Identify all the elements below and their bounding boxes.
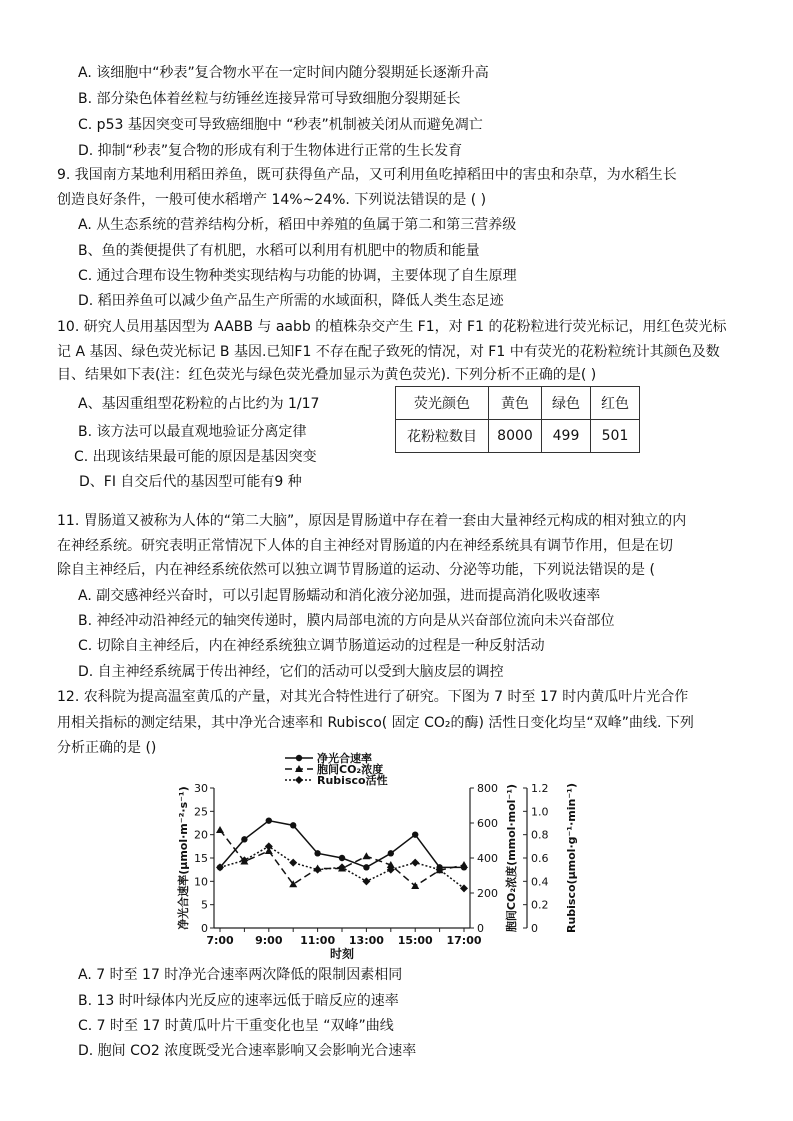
q12-stem-line3: 分析正确的是 ()	[57, 740, 157, 756]
q12-stem-line2: 用相关指标的测定结果，其中净光合速率和 Rubisco( 固定 CO₂的酶) 活性日变化均呈“双峰”曲线. 下列	[57, 715, 694, 731]
y-right-tick-label: 0.4	[531, 875, 549, 889]
q11-option-d: D. 自主神经系统属于传出神经，它们的活动可以受到大脑皮层的调控	[78, 664, 504, 680]
y-right-tick-label: 1.2	[531, 782, 549, 795]
x-tick-label: 17:00	[446, 934, 482, 947]
fluorescence-table	[395, 386, 640, 453]
table-row	[396, 420, 640, 453]
q12-option-a: A. 7 时至 17 时净光合速率两次降低的限制因素相同	[78, 967, 403, 983]
q11-stem-line2: 在神经系统。研究表明正常情况下人体的自主神经对胃肠道的内在神经系统具有调节作用，但是在切	[57, 538, 673, 554]
data-point	[216, 826, 224, 833]
q8-option-d: D. 抑制“秒表”复合物的形成有利于生物体进行正常的生长发育	[78, 143, 463, 159]
data-point	[362, 852, 370, 859]
data-point	[411, 859, 419, 867]
data-point	[412, 831, 418, 837]
data-point	[290, 822, 296, 828]
data-point	[363, 864, 369, 870]
data-point	[339, 855, 345, 861]
data-point	[289, 859, 297, 867]
legend-label: 净光合速率	[317, 752, 372, 765]
table-cell: 499	[542, 420, 591, 453]
q9-option-c: C. 通过合理布设生物种类实现结构与功能的协调，主要体现了自生原理	[78, 268, 517, 284]
q10-option-c: C. 出现该结果最可能的原因是基因突变	[74, 449, 317, 465]
q12-option-b: B. 13 时叶绿体内光反应的速率远低于暗反应的速率	[78, 993, 399, 1009]
q8-option-c: C. p53 基因突变可导致癌细胞中 “秒表”机制被关闭从而避免凋亡	[78, 117, 483, 133]
y-mid-tick-label: 400	[477, 852, 498, 865]
table-cell: 荧光颜色	[396, 387, 489, 420]
legend-marker	[296, 755, 302, 761]
q9-stem-line1: 9. 我国南方某地利用稻田养鱼，既可获得鱼产品，又可利用鱼吃掉稻田中的害虫和杂草，为水稻生长	[57, 167, 677, 183]
y-left-tick-label: 30	[194, 782, 208, 795]
legend-marker	[295, 776, 303, 784]
q8-option-b: B. 部分染色体着丝粒与纺锤丝连接异常可导致细胞分裂期延长	[78, 91, 461, 107]
q9-option-a: A. 从生态系统的营养结构分析，稻田中养殖的鱼属于第二和第三营养级	[78, 217, 517, 233]
y-right-tick-label: 1.0	[531, 805, 549, 819]
y-left-tick-label: 5	[201, 898, 208, 912]
y-mid-tick-label: 0	[477, 922, 484, 935]
data-point	[314, 866, 322, 874]
q9-option-b: B、鱼的粪便提供了有机肥，水稻可以利用有机肥中的物质和能量	[78, 243, 480, 259]
q10-option-b: B. 该方法可以最直观地验证分离定律	[78, 424, 307, 440]
y-mid-tick-label: 800	[477, 782, 498, 795]
table-cell: 红色	[591, 387, 640, 420]
q11-option-a: A. 副交感神经兴奋时，可以引起胃肠蠕动和消化液分泌加强，进而提高消化吸收速率	[78, 588, 601, 604]
data-point	[314, 850, 320, 856]
q9-stem-line2: 创造良好条件，一般可使水稻增产 14%~24%. 下列说法错误的是 ( )	[57, 192, 487, 208]
y-right-axis-label: Rubisco(μmol·g⁻¹·min⁻¹)	[565, 782, 578, 934]
x-tick-label: 11:00	[300, 934, 336, 947]
data-point	[241, 836, 247, 842]
y-left-axis-label: 净光合速率(μmol·m⁻²·s⁻¹)	[177, 786, 190, 930]
x-tick-label: 7:00	[206, 934, 234, 947]
y-right-tick-label: 0.8	[531, 828, 549, 842]
x-axis-label: 时刻	[329, 947, 355, 960]
table-cell: 花粉粒数目	[396, 420, 489, 453]
y-left-tick-label: 25	[194, 805, 208, 819]
q10-option-d: D、FI 自交后代的基因型可能有9 种	[79, 474, 302, 490]
y-mid-axis-label: 胞间CO₂浓度(mmol·mol⁻¹)	[505, 783, 518, 933]
q11-option-c: C. 切除自主神经后，内在神经系统独立调节肠道运动的过程是一种反射活动	[78, 638, 545, 654]
photosynthesis-line-chart	[175, 752, 595, 960]
data-point	[388, 850, 394, 856]
q10-stem-line1: 10. 研究人员用基因型为 AABB 与 aabb 的植株杂交产生 F1，对 F1 的花粉粒进行荧光标记，用红色荧光标	[57, 319, 727, 335]
legend-label: 胞间CO₂浓度	[317, 763, 384, 776]
y-right-tick-label: 0	[531, 922, 538, 935]
q11-stem-line3: 除自主神经后，内在神经系统依然可以独立调节胃肠道的运动、分泌等功能，下列说法错误的是 (	[57, 562, 655, 578]
y-left-tick-label: 0	[201, 922, 208, 935]
q10-stem-line2: 记 A 基因、绿色荧光标记 B 基因.已知F1 不存在配子致死的情况，对 F1 中有荧光的花粉粒统计其颜色及数	[57, 344, 720, 360]
data-point	[362, 877, 370, 885]
y-mid-tick-label: 600	[477, 817, 498, 830]
data-point	[265, 842, 273, 850]
data-point	[460, 861, 468, 868]
table-cell: 501	[591, 420, 640, 453]
q11-stem-line1: 11. 胃肠道又被称为人体的“第二大脑”，原因是胃肠道中存在着一套由大量神经元构成的相对独立的内	[57, 513, 687, 529]
y-right-tick-label: 0.2	[531, 898, 549, 912]
table-row	[396, 387, 640, 420]
table-cell: 绿色	[542, 387, 591, 420]
q10-stem-line3: 目、结果如下表(注：红色荧光与绿色荧光叠加显示为黄色荧光). 下列分析不正确的是( )	[57, 367, 597, 383]
q11-option-b: B. 神经冲动沿神经元的轴突传递时，膜内局部电流的方向是从兴奋部位流向未兴奋部位	[78, 613, 615, 629]
table-cell: 黄色	[489, 387, 542, 420]
table-cell: 8000	[489, 420, 542, 453]
q12-option-d: D. 胞间 CO2 浓度既受光合速率影响又会影响光合速率	[78, 1043, 417, 1059]
q12-stem-line1: 12. 农科院为提高温室黄瓜的产量，对其光合特性进行了研究。下图为 7 时至 17 时内黄瓜叶片光合作	[57, 689, 689, 705]
y-left-tick-label: 20	[194, 828, 208, 842]
q9-option-d: D. 稻田养鱼可以减少鱼产品生产所需的水域面积，降低人类生态足迹	[78, 293, 504, 309]
q10-option-a: A、基因重组型花粉粒的占比约为 1/17	[78, 396, 320, 412]
y-right-tick-label: 0.6	[531, 852, 549, 865]
data-point	[266, 817, 272, 823]
x-tick-label: 13:00	[348, 934, 384, 947]
x-tick-label: 9:00	[255, 934, 283, 947]
x-tick-label: 15:00	[397, 934, 433, 947]
legend-label: Rubisco活性	[317, 774, 388, 787]
q8-option-a: A. 该细胞中“秒表”复合物水平在一定时间内随分裂期延长逐渐升高	[78, 65, 489, 81]
y-left-tick-label: 10	[194, 875, 208, 889]
y-left-tick-label: 15	[194, 852, 208, 865]
q12-option-c: C. 7 时至 17 时黄瓜叶片干重变化也呈 “双峰”曲线	[78, 1018, 394, 1034]
y-mid-tick-label: 200	[477, 887, 498, 900]
